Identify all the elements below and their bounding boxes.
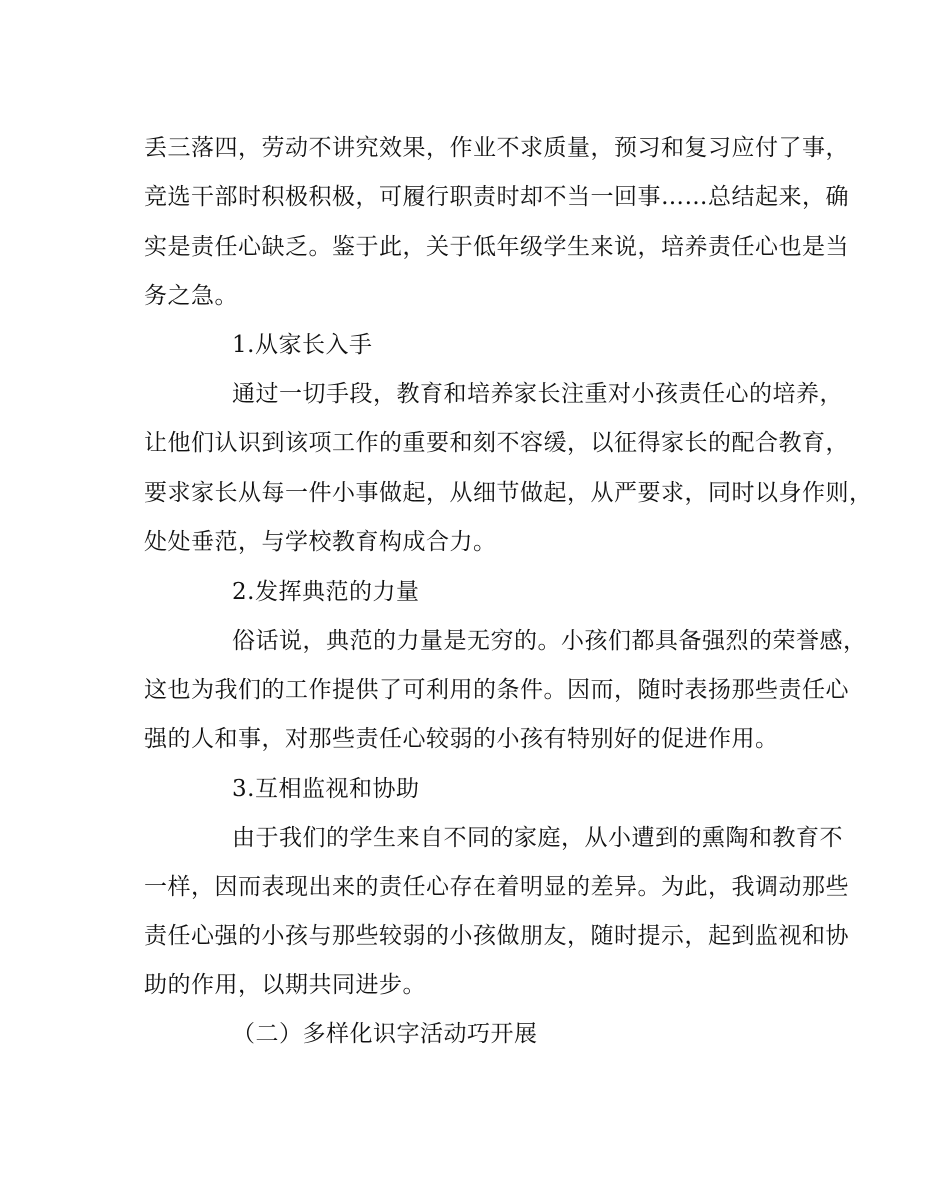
paragraph-line: 处处垂范，与学校教育构成合力。 bbox=[144, 529, 497, 555]
section-heading: 3.互相监视和协助 bbox=[232, 776, 420, 802]
paragraph-line: 要求家长从每一件小事做起，从细节做起，从严要求，同时以身作则， bbox=[144, 480, 873, 506]
paragraph-line: 务之急。 bbox=[144, 283, 238, 309]
paragraph-line: 丢三落四，劳动不讲究效果，作业不求质量，预习和复习应付了事， bbox=[144, 135, 849, 161]
paragraph-line: 实是责任心缺乏。鉴于此，关于低年级学生来说，培养责任心也是当 bbox=[144, 234, 849, 260]
section-heading: （二）多样化识字活动巧开展 bbox=[232, 1021, 538, 1047]
paragraph-line: 强的人和事，对那些责任心较弱的小孩有特别好的促进作用。 bbox=[144, 726, 779, 752]
paragraph-line: 通过一切手段，教育和培养家长注重对小孩责任心的培养， bbox=[232, 381, 843, 407]
section-heading: 2.发挥典范的力量 bbox=[232, 579, 420, 605]
paragraph-line: 俗话说，典范的力量是无穷的。小孩们都具备强烈的荣誉感， bbox=[232, 628, 867, 654]
paragraph-line: 一样，因而表现出来的责任心存在着明显的差异。为此，我调动那些 bbox=[144, 874, 849, 900]
paragraph-line: 竞选干部时积极积极，可履行职责时却不当一回事……总结起来，确 bbox=[144, 184, 849, 210]
paragraph-line: 由于我们的学生来自不同的家庭，从小遭到的熏陶和教育不 bbox=[232, 825, 843, 851]
paragraph-line: 这也为我们的工作提供了可利用的条件。因而，随时表扬那些责任心 bbox=[144, 677, 849, 703]
section-heading: 1.从家长入手 bbox=[232, 332, 373, 358]
paragraph-line: 责任心强的小孩与那些较弱的小孩做朋友，随时提示，起到监视和协 bbox=[144, 923, 849, 949]
paragraph-line: 让他们认识到该项工作的重要和刻不容缓，以征得家长的配合教育， bbox=[144, 430, 849, 456]
paragraph-line: 助的作用，以期共同进步。 bbox=[144, 972, 426, 998]
